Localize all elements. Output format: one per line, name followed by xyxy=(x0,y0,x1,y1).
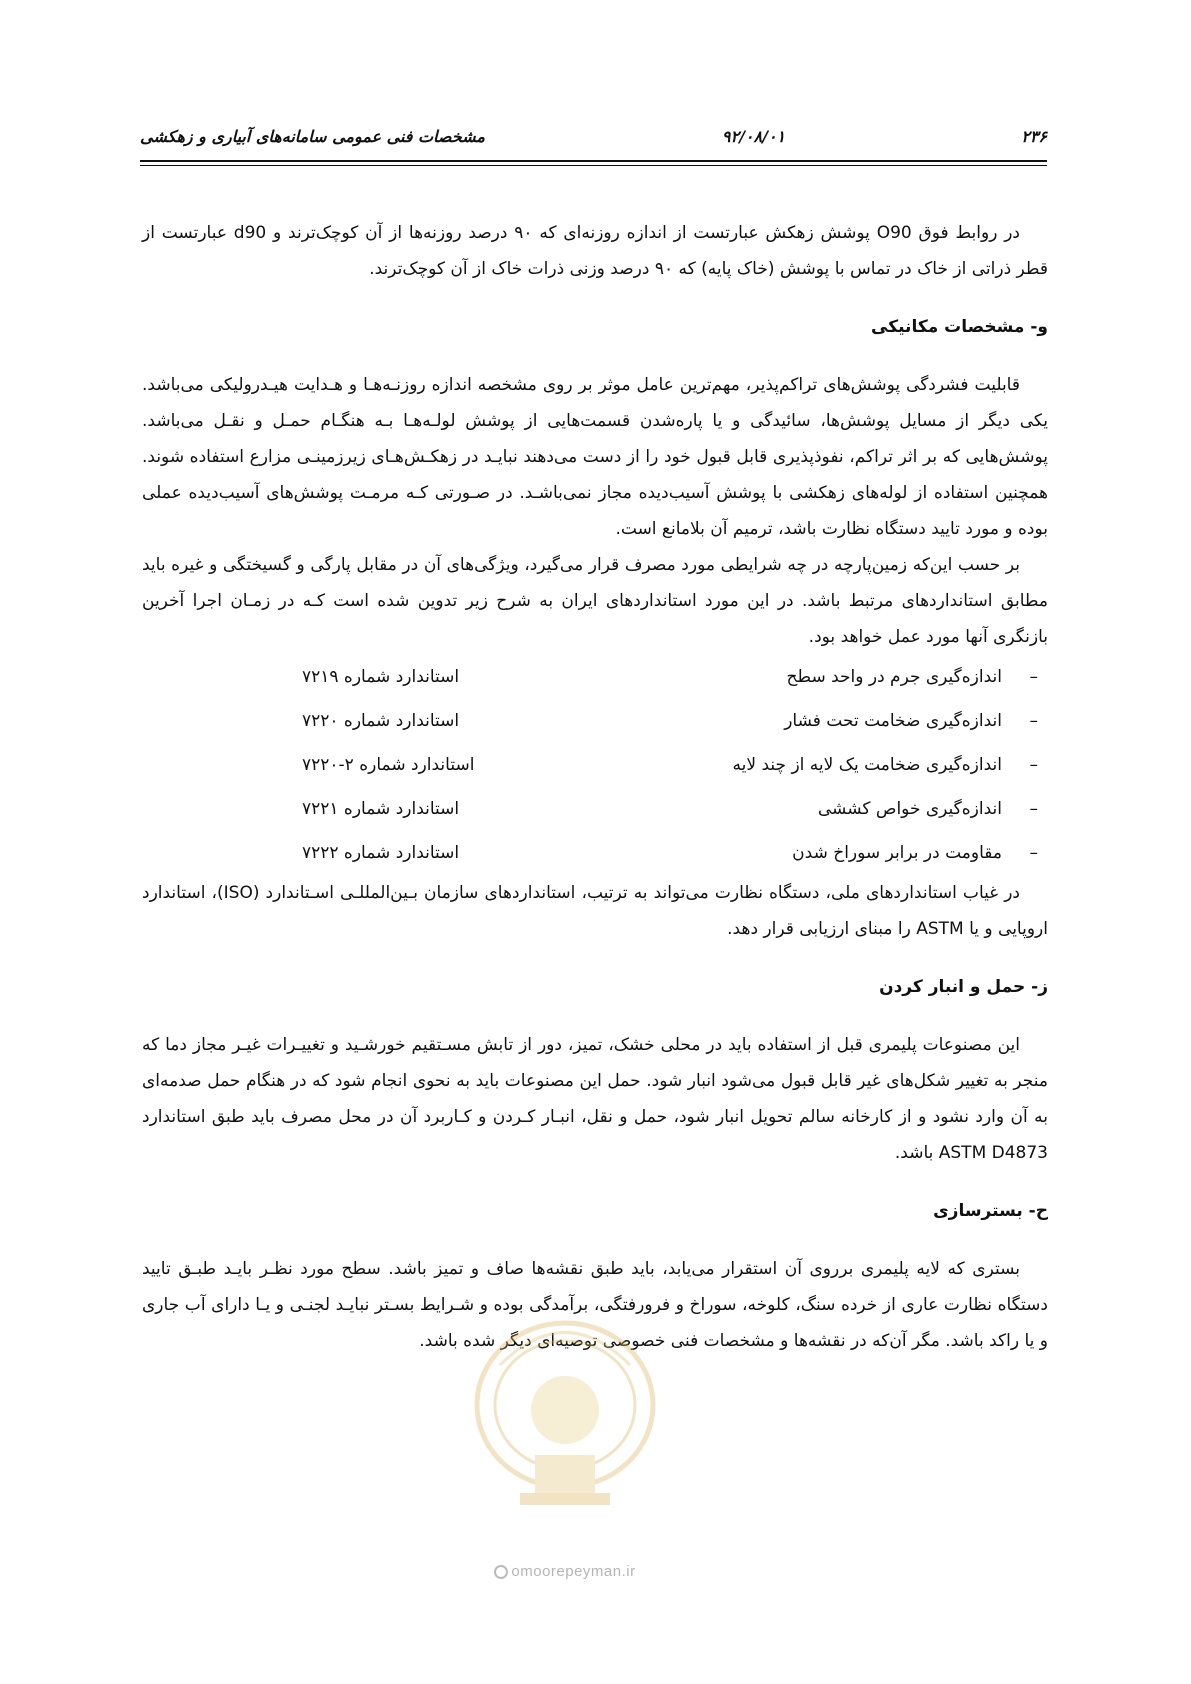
page-number: ۲۳۶ xyxy=(1021,126,1047,146)
mechanical-paragraph-3: در غیاب استانداردهای ملی، دستگاه نظارت می‌تواند به ترتیب، استانداردهای سازمان بـین‌المللـی اسـتاندارد (ISO)، استاندارد اروپایی و یا ASTM را مبنای ارزیابی قرار دهد. xyxy=(142,883,1048,939)
watermark-seal-icon xyxy=(440,1305,690,1530)
list-dash: – xyxy=(1029,755,1038,775)
section-heading-mechanical: و- مشخصات مکانیکی xyxy=(871,317,1048,337)
standard-item xyxy=(142,655,1048,699)
transport-storage-paragraph: این مصنوعات پلیمری قبل از استفاده باید در محلی خشک، تمیز، دور از تابش مسـتقیم خورشـید و تغییـرات غیـر مجاز دما که منجر به تغییر شکل‌های غیر قابل قبول می‌شود انبار شود. حمل این مصنوعات باید به نحوی انجام شود که در هنگام حمل صدمه‌ای به آن وارد نشود و از کارخانه سالم تحویل انبار شود، حمل و نقل، انبـار کـردن و کـاربرد آن در محل مصرف باید طبق استاندارد ASTM D4873 باشد. xyxy=(142,1035,1048,1163)
page-header xyxy=(140,118,1047,154)
standard-name: اندازه‌گیری جرم در واحد سطح xyxy=(786,667,1002,687)
standard-name: اندازه‌گیری خواص کششی xyxy=(817,799,1002,819)
bedding-paragraph: بستری که لایه پلیمری برروی آن استقرار می‌یابد، باید طبق نقشه‌ها صاف و تمیز باشد. سطح مورد نظـر بایـد طبـق تایید دستگاه نظارت عاری از خرده سنگ، کلوخه، سوراخ و فرورفتگی، برآمدگی بوده و شـرایط بسـتر نبایـد لجنـی و یـا دارای آب جاری و یا راکد باشد. مگر آن‌که در نقشه‌ها و مشخصات فنی خصوصی توصیه‌ای دیگر شده باشد. xyxy=(142,1259,1048,1351)
mechanical-paragraph-1: قابلیت فشردگی پوشش‌های تراکم‌پذیر، مهم‌ترین عامل موثر بر روی مشخصه اندازه روزنـه‌هـا و هـدایت هیـدرولیکی می‌باشد. یکی دیگر از مسایل پوشش‌ها، سائیدگی و یا پاره‌شدن قسمت‌هایی از پوشش لولـه‌هـا بـه هنگـام حمـل و نقـل می‌باشد. پوشش‌هایی که بر اثر تراکم، نفوذپذیری قابل قبول خود را از دست می‌دهند نبایـد در زهکـش‌هـای زیرزمینـی مزارع استفاده شوند. همچنین استفاده از لوله‌های زهکشی با پوشش آسیب‌دیده مجاز نمی‌باشـد. در صـورتی کـه مرمـت پوشش‌های آسیب‌دیده عملی بوده و مورد تایید دستگاه نظارت باشد، ترمیم آن بلامانع است. xyxy=(142,375,1048,539)
page-body xyxy=(142,215,1048,1359)
standard-code: استاندارد شماره ۷۲۲۰ xyxy=(302,711,460,731)
list-dash: – xyxy=(1029,667,1038,687)
standard-code: استاندارد شماره ۷۲۱۹ xyxy=(302,667,460,687)
header-rule-thin xyxy=(140,165,1047,166)
at-icon xyxy=(494,1565,508,1579)
standard-name: اندازه‌گیری ضخامت یک لایه از چند لایه xyxy=(732,755,1002,775)
standard-name: اندازه‌گیری ضخامت تحت فشار xyxy=(784,711,1002,731)
header-title: مشخصات فنی عمومی سامانه‌های آبیاری و زهکشی xyxy=(140,126,485,146)
section-heading-transport-storage: ز- حمل و انبار کردن xyxy=(879,977,1048,997)
watermark-text xyxy=(440,1563,690,1580)
standard-code: استاندارد شماره ۲-۷۲۲۰ xyxy=(302,755,475,775)
standard-code: استاندارد شماره ۷۲۲۱ xyxy=(302,799,460,819)
intro-paragraph: در روابط فوق O90 پوشش زهکش عبارتست از اندازه روزنه‌ای که ۹۰ درصد روزنه‌ها از آن کوچک‌ترند و d90 عبارتست از قطر ذراتی از خاک در تماس با پوشش (خاک پایه) که ۹۰ درصد وزنی ذرات خاک از آن کوچک‌ترند. xyxy=(142,223,1048,279)
section-heading-bedding: ح- بسترسازی xyxy=(933,1201,1048,1221)
header-date: ۹۲/۰۸/۰۱ xyxy=(721,126,786,146)
standard-item xyxy=(142,743,1048,787)
standards-list xyxy=(142,655,1048,875)
standard-item xyxy=(142,831,1048,875)
standard-item xyxy=(142,699,1048,743)
standard-code: استاندارد شماره ۷۲۲۲ xyxy=(302,843,460,863)
list-dash: – xyxy=(1029,711,1038,731)
mechanical-paragraph-2: بر حسب این‌که زمین‌پارچه در چه شرایطی مورد مصرف قرار می‌گیرد، ویژگی‌های آن در مقابل پارگی و گسیختگی و غیره باید مطابق استانداردهای مرتبط باشد. در این مورد استانداردهای ایران به شرح زیر تدوین شده است کـه در زمـان اجرا آخرین بازنگری آنها مورد عمل خواهد بود. xyxy=(142,555,1048,647)
list-dash: – xyxy=(1029,799,1038,819)
watermark-url: omoorepeyman.ir xyxy=(511,1563,636,1580)
header-rule-thick xyxy=(140,160,1047,162)
standard-item xyxy=(142,787,1048,831)
standard-name: مقاومت در برابر سوراخ شدن xyxy=(792,843,1002,863)
list-dash: – xyxy=(1029,843,1038,863)
